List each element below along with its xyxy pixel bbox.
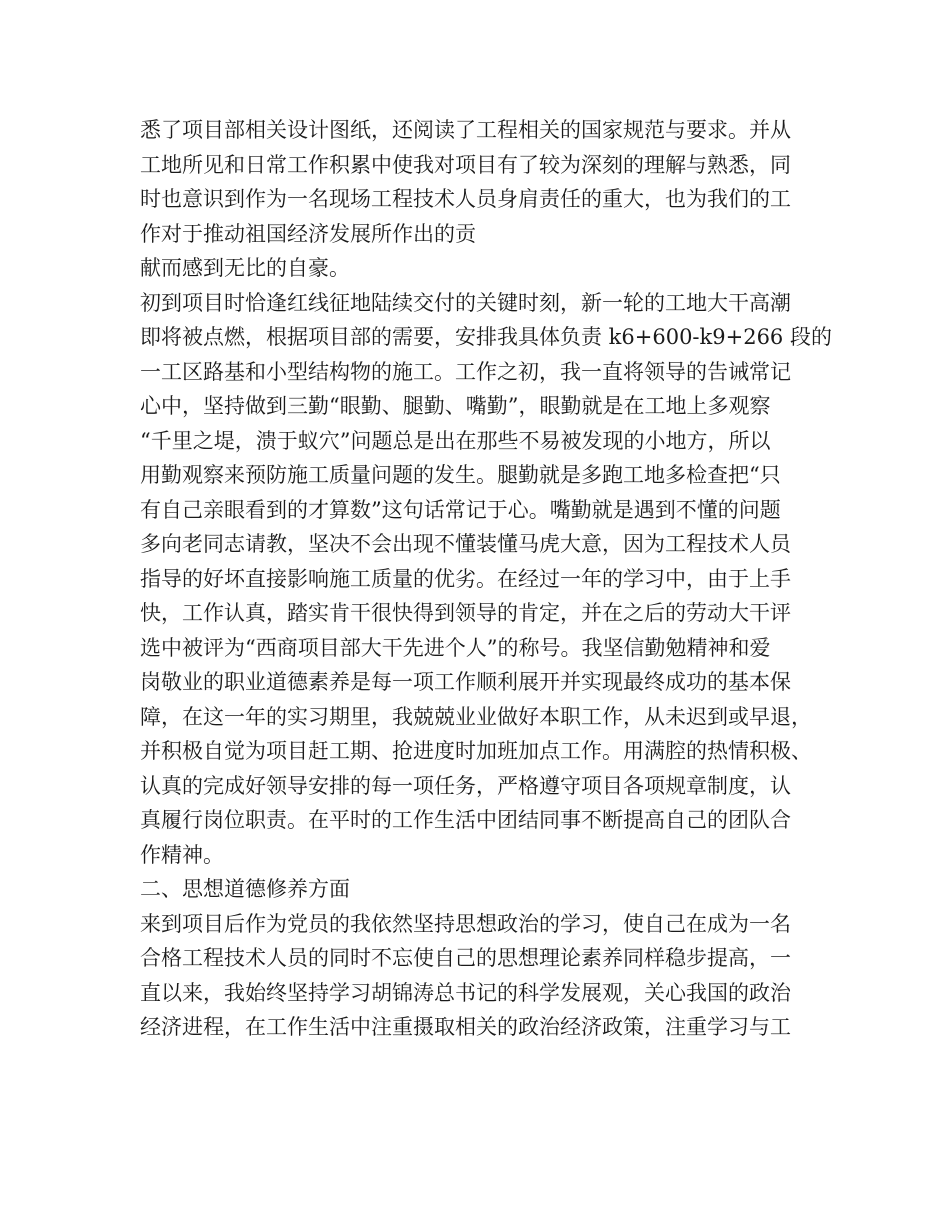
text-line: 岗敬业的职业道德素养是每一项工作顺利展开并实现最终成功的基本保 — [140, 670, 791, 694]
text-line: 即将被点燃，根据项目部的需要，安排我具体负责 k6+600-k9+266 段的 — [140, 325, 832, 349]
section-heading: 二、思想道德修养方面 — [140, 877, 350, 901]
text-line: 选中被评为“西商项目部大干先进个人”的称号。我坚信勤勉精神和爱 — [140, 635, 771, 660]
text-line: 真履行岗位职责。在平时的工作生活中团结同事不断提高自己的团队合 — [140, 808, 791, 832]
text-line: 快，工作认真，踏实肯干很快得到领导的肯定，并在之后的劳动大干评 — [140, 601, 791, 625]
text-line: 工地所见和日常工作积累中使我对项目有了较为深刻的理解与熟悉，同 — [140, 152, 791, 177]
text-line: 经济进程，在工作生活中注重摄取相关的政治经济政策，注重学习与工 — [140, 1015, 791, 1039]
text-line: 指导的好坏直接影响施工质量的优劣。在经过一年的学习中，由于上手 — [140, 566, 791, 591]
text-line: 作精神。 — [140, 842, 224, 867]
text-line: “千里之堤，溃于蚁穴”问题总是出在那些不易被发现的小地方，所以 — [140, 428, 771, 453]
text-line: 直以来，我始终坚持学习胡锦涛总书记的科学发展观，关心我国的政治 — [140, 980, 791, 1005]
text-line: 认真的完成好领导安排的每一项任务，严格遵守项目各项规章制度，认 — [140, 773, 791, 798]
text-line: 献而感到无比的自豪。 — [140, 256, 350, 280]
text-line: 合格工程技术人员的同时不忘使自己的思想理论素养同样稳步提高，一 — [140, 946, 791, 970]
text-line: 作对于推动祖国经济发展所作出的贡 — [140, 221, 476, 246]
body-text — [140, 113, 830, 1045]
text-line: 心中，坚持做到三勤“眼勤、腿勤、嘴勤”，眼勤就是在工地上多观察 — [140, 394, 771, 418]
text-line: 障，在这一年的实习期里，我兢兢业业做好本职工作，从未迟到或早退， — [140, 704, 812, 729]
text-line: 并积极自觉为项目赶工期、抢进度时加班加点工作。用满腔的热情积极、 — [140, 739, 812, 763]
text-line: 用勤观察来预防施工质量问题的发生。腿勤就是多跑工地多检查把“只 — [140, 463, 781, 487]
text-line: 悉了项目部相关设计图纸，还阅读了工程相关的国家规范与要求。并从 — [140, 118, 791, 142]
text-line: 有自己亲眼看到的才算数”这句话常记于心。嘴勤就是遇到不懂的问题 — [140, 497, 781, 522]
text-line: 初到项目时恰逢红线征地陆续交付的关键时刻，新一轮的工地大干高潮 — [140, 290, 791, 315]
text-line: 一工区路基和小型结构物的施工。工作之初，我一直将领导的告诫常记 — [140, 359, 791, 384]
text-line: 时也意识到作为一名现场工程技术人员身肩责任的重大，也为我们的工 — [140, 187, 791, 211]
text-line: 来到项目后作为党员的我依然坚持思想政治的学习，使自己在成为一名 — [140, 911, 791, 936]
text-line: 多向老同志请教，坚决不会出现不懂装懂马虎大意，因为工程技术人员 — [140, 532, 791, 556]
